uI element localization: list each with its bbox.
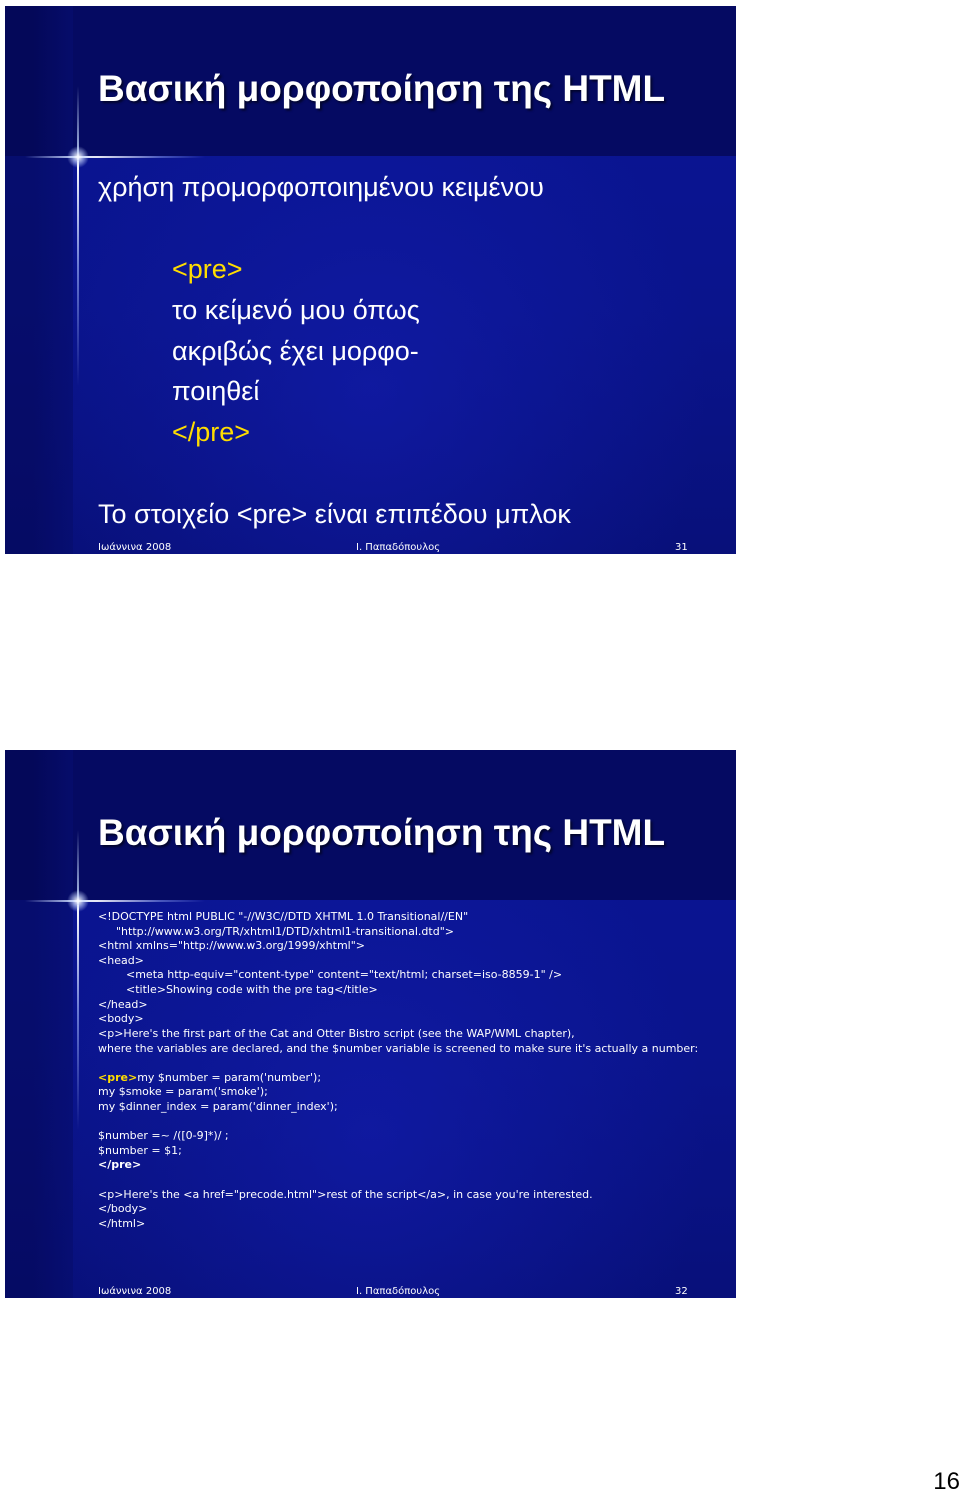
sparkle-decoration [25,156,205,158]
sparkle-decoration [77,86,79,386]
code-line: <title>Showing code with the pre tag</title> [126,983,378,996]
footer-author: Ι. Παπαδόπουλος [356,542,441,553]
code-line: </head> [98,998,148,1011]
footer-slide-number: 32 [675,1286,688,1297]
code-line: <body> [98,1012,144,1025]
slide-32 [5,750,736,1298]
sparkle-decoration [67,146,89,168]
code-line: where the variables are declared, and the $number variable is screened to make sure it's actually a number: [98,1042,699,1055]
pre-text-line: το κείμενό μου όπως [172,295,420,325]
code-line: <meta http-equiv="content-type" content="text/html; charset=iso-8859-1" /> [126,968,563,981]
slide-title: Βασική μορφοποίηση της HTML [98,812,666,853]
slide-note: Το στοιχείο <pre> είναι επιπέδου μπλοκ [98,499,571,529]
footer-slide-number: 31 [675,542,688,553]
page-number: 16 [933,1468,960,1495]
code-line: </html> [98,1217,146,1230]
footer-location: Ιωάννινα 2008 [98,1286,172,1297]
pre-close-tag: </pre> [98,1158,142,1171]
pre-close-tag: </pre> [172,417,251,447]
code-text: my $number = param('number'); [137,1071,322,1084]
code-line: <!DOCTYPE html PUBLIC "-//W3C//DTD XHTML 1.0 Transitional//EN" [98,910,469,923]
footer-author: Ι. Παπαδόπουλος [356,1286,441,1297]
sparkle-decoration [67,890,89,912]
pre-open-tag: <pre> [172,254,243,284]
slide-31 [5,6,736,554]
slide-title: Βασική μορφοποίηση της HTML [98,68,666,109]
code-line: <p>Here's the first part of the Cat and Otter Bistro script (see the WAP/WML chapter), [98,1027,575,1040]
slide-left-band [5,6,73,554]
code-line: <html xmlns="http://www.w3.org/1999/xhtml"> [98,939,365,952]
code-line: <head> [98,954,144,967]
code-line: "http://www.w3.org/TR/xhtml1/DTD/xhtml1-transitional.dtd"> [116,925,454,938]
code-line: $number =~ /([0-9]*)/ ; [98,1129,229,1142]
sparkle-decoration [77,830,79,1130]
pre-text-line: ποιηθεί [172,376,260,406]
slide-left-band [5,750,73,1298]
pre-text-line: ακριβώς έχει μορφο- [172,336,419,366]
footer-location: Ιωάννινα 2008 [98,542,172,553]
code-line: $number = $1; [98,1144,182,1157]
pre-open-tag: <pre> [98,1071,138,1084]
sparkle-decoration [25,900,205,902]
code-line: my $dinner_index = param('dinner_index'); [98,1100,338,1113]
code-line: my $smoke = param('smoke'); [98,1085,268,1098]
code-line [98,1071,321,1084]
code-line: </body> [98,1202,148,1215]
slide-subtitle: χρήση προμορφοποιημένου κειμένου [98,172,544,202]
code-line: <p>Here's the <a href="precode.html">rest of the script</a>, in case you're interested. [98,1188,593,1201]
